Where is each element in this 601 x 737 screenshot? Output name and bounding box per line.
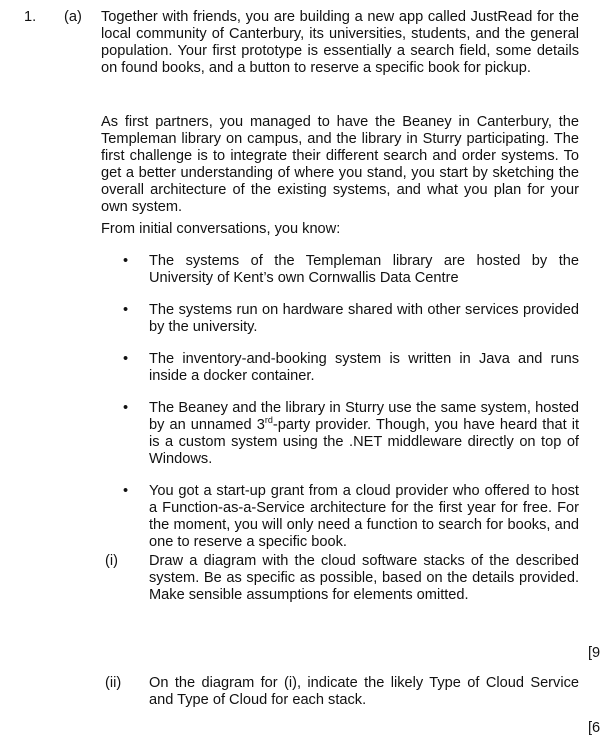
bullet-icon: • [123,400,129,416]
known-facts-list [101,253,579,551]
partners-paragraph: As first partners, you managed to have the Beaney in Canterbury, the Templeman library on campus, and the library in Sturry participating. The first challenge is to integrate their different search and order systems. To get a better understanding of where you stand, you start by sketching the overall architecture of the existing systems, and what you plan for your own system. [101,114,579,215]
bullet-icon: • [123,253,129,269]
list-item [101,400,579,468]
list-item [101,351,579,385]
subpart-i [101,553,579,604]
bullet-icon: • [123,302,129,318]
subpart-ii [101,675,579,709]
intro-paragraph: Together with friends, you are building a new app called JustRead for the local community of Canterbury, its universities, students, and the general population. Your first prototype is essentially a search field, some details on found books, and a button to reserve a specific book for pickup. [101,9,579,76]
subpart-text: On the diagram for (i), indicate the likely Type of Cloud Service and Type of Cloud for each stack. [149,675,579,708]
known-intro: From initial conversations, you know: [101,221,341,237]
list-item-text-start: The Beaney and the library in Sturry use the same system, hosted by an unnamed 3 [149,400,579,433]
list-item [101,302,579,336]
list-item [101,253,579,287]
list-item-text: You got a start-up grant from a cloud provider who offered to host a Function-as-a-Service architecture for the first year for free. For the moment, you will only need a function to search for books, and one to reserve a specific book. [149,483,579,550]
list-item-text [149,400,579,467]
list-item [101,483,579,551]
question-number: 1. [24,9,37,25]
subpart-label: (ii) [105,675,122,691]
list-item-text-end: -party provider. Though, you have heard that it is a custom system using the .NET middleware directly on top of Windows. [149,417,580,467]
marks-indicator: [6 [588,720,601,736]
marks-indicator: [9 [588,645,601,661]
list-item-text: The systems run on hardware shared with other services provided by the university. [149,302,579,335]
bullet-icon: • [123,351,129,367]
subpart-label: (i) [105,553,118,569]
list-item-text: The inventory-and-booking system is written in Java and runs inside a docker container. [149,351,579,384]
ordinal-superscript: rd [264,415,273,426]
bullet-icon: • [123,483,129,499]
subpart-text: Draw a diagram with the cloud software stacks of the described system. Be as specific as possible, based on the details provided. Make sensible assumptions for elements omitted. [149,553,579,603]
part-label: (a) [64,9,82,25]
list-item-text: The systems of the Templeman library are hosted by the University of Kent’s own Cornwallis Data Centre [149,253,579,286]
